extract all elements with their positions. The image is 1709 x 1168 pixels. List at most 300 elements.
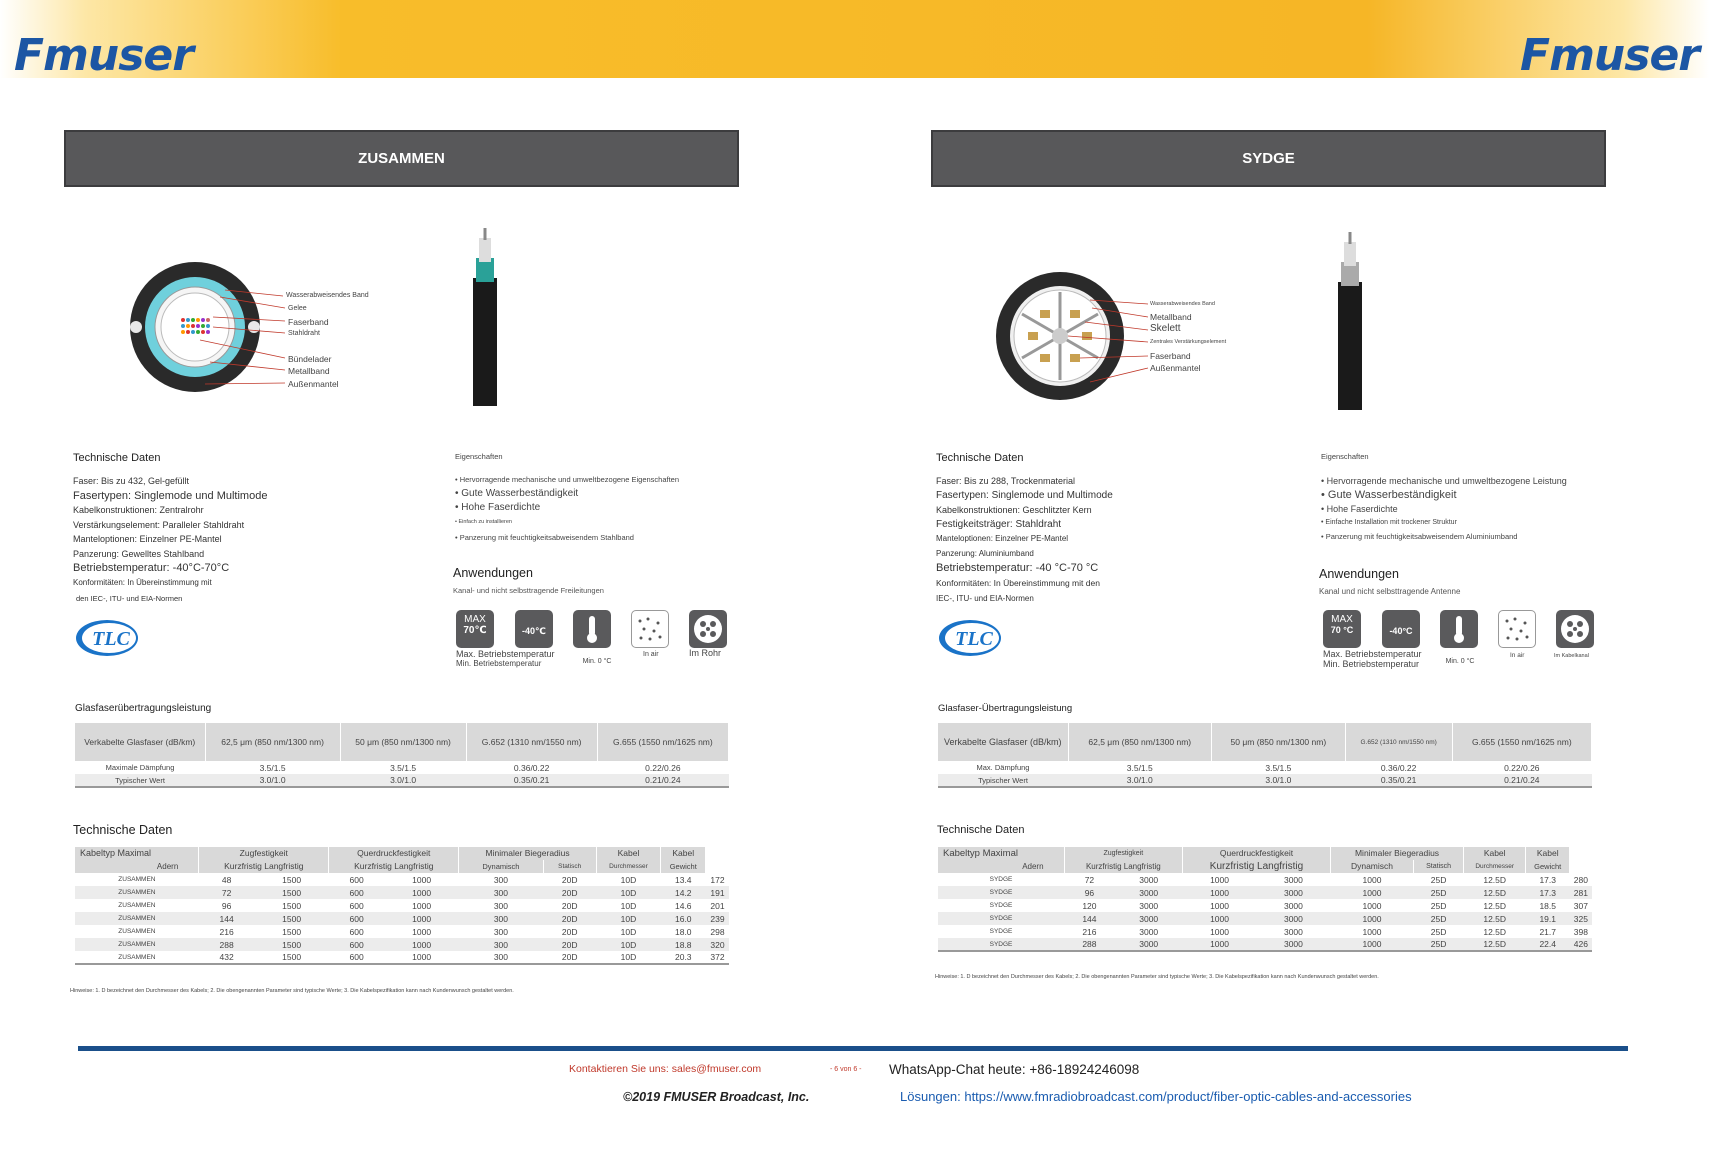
td-h: Adern [938,860,1064,873]
td-h: Kabeltyp Maximal [75,847,199,860]
cable-side-illustration [465,228,505,408]
table-cell: 1500 [282,900,302,911]
table-cell: 3000 [1256,912,1330,925]
label-central-strength: Zentrales Verstärkungselement [1150,339,1227,345]
gf-cell: Typischer Wert [938,774,1068,787]
table-cell: 1000 [384,938,458,951]
table-cell: SYDGE [989,928,1013,935]
table-cell: 14.6 [674,900,692,911]
td-title: Technische Daten [73,823,173,837]
table-cell: 1000 [1210,926,1229,937]
product-title-bar: SYDGE [931,130,1606,187]
table-row [938,873,1592,886]
table-cell: 96 [221,900,232,911]
table-cell: 21.7 [1539,926,1556,937]
table-cell: 1000 [1362,926,1382,937]
table-cell: 1000 [1183,938,1257,951]
table-cell: 12.5D [1464,886,1526,899]
right-product-panel [860,0,1700,1000]
icon-label-air: In air [1510,652,1525,659]
table-cell: 20D [543,886,596,899]
table-cell: 10D [596,938,660,951]
spec-item: Verstärkungselement: Paralleler Stahldraht [73,519,245,530]
table-cell: 1000 [1183,886,1257,899]
table-cell: 12.5D [1483,900,1507,911]
table-cell: 17.3 [1526,886,1570,899]
spec-item: Faser: Bis zu 432, Gel-gefüllt [73,476,190,486]
table-cell: 10D [596,951,660,964]
table-cell: ZUSAMMEN [75,886,199,899]
fiber-bundle-shape [180,317,210,337]
td-h: Dynamisch [459,860,543,873]
table-cell: 281 [1570,886,1592,899]
td-h: Kabeltyp Maximal [938,847,1064,860]
gf-cell: 3.0/1.0 [1068,774,1212,787]
gf-title: Glasfaserübertragungsleistung [75,703,212,714]
spec-item: Faser: Bis zu 288, Trockenmaterial [936,476,1076,486]
table-cell: 191 [706,886,729,899]
table-cell: ZUSAMMEN [75,938,199,951]
table-cell: 1000 [384,912,458,925]
gf-cell: 0.35/0.21 [466,774,597,787]
table-cell: 72 [199,886,255,899]
table-cell: 1000 [1362,874,1382,885]
technical-data-table [75,847,729,965]
table-cell: 144 [1064,912,1115,925]
td-h: Gewicht [1526,860,1570,873]
tech-data-title: Technische Daten [936,452,1024,464]
table-cell: 300 [459,951,543,964]
table-cell: 12.5D [1483,926,1507,937]
table-cell: 600 [329,912,385,925]
td-h: Zugfestigkeit [1064,847,1183,860]
table-row [75,873,729,886]
table-cell: 1000 [1330,938,1413,951]
table-cell: SYDGE [938,886,1064,899]
min-temp-icon: -40℃ [515,610,553,648]
icon-label-air: In air [643,651,659,658]
table-cell: 20D [543,912,596,925]
max-temp-icon: MAX 70℃ [456,610,494,648]
table-cell: 398 [1573,926,1588,937]
gf-header: G.652 (1310 nm/1550 nm) [1345,723,1452,761]
spec-item: Betriebstemperatur: -40 °C-70 °C [936,562,1099,574]
table-cell: 10D [596,912,660,925]
table-cell: 3000 [1256,886,1330,899]
gf-header: Verkabelte Glasfaser (dB/km) [938,723,1068,761]
td-h: Kurzfristig Langfristig [1183,860,1331,873]
td-h: Querdruckfestigkeit [329,847,459,860]
eig-item: • Hohe Faserdichte [1321,504,1398,514]
eig-item: • Gute Wasserbeständigkeit [1321,489,1457,501]
table-cell: 17.3 [1539,874,1556,885]
td-h: Kurzfristig Langfristig [329,860,459,873]
in-air-icon [631,610,669,648]
label-outer-sheath: Außenmantel [1150,363,1201,373]
table-cell: 300 [459,912,543,925]
table-row [938,899,1592,912]
td-h: Durchmesser [1464,860,1526,873]
td-h: Durchmesser [596,860,660,873]
table-cell: 20.3 [661,951,706,964]
table-cell: 12.5D [1483,874,1507,885]
table-cell: 600 [329,886,385,899]
tlc-certification-logo [938,618,1002,658]
table-cell: 3000 [1139,874,1159,885]
gf-cell: 0.21/0.24 [597,774,728,787]
fmuser-logo-right[interactable]: Fmuser [1520,30,1699,81]
table-cell: 300 [493,900,508,911]
table-cell: 325 [1570,912,1592,925]
spec-item: Kabelkonstruktionen: Geschlitzter Kern [936,505,1092,515]
footer-page-number: - 6 von 6 - [830,1066,862,1073]
table-cell: 3000 [1256,938,1330,951]
footer-solutions [900,1089,1412,1104]
table-cell: 18.0 [674,926,692,937]
label-water-tape: Wasserabweisendes Band [1150,301,1215,307]
table-cell: 10D [620,900,637,911]
gf-cell: 0.36/0.22 [513,762,550,773]
table-cell: 20D [543,938,596,951]
table-cell: ZUSAMMEN [118,928,156,935]
table-cell: 19.1 [1526,912,1570,925]
eig-item: • Einfache Installation mit trockener Struktur [1321,519,1457,526]
label-fiber-tape: Faserband [288,317,329,327]
table-cell: 144 [199,912,255,925]
gf-header: Verkabelte Glasfaser (dB/km) [75,723,205,761]
table-cell: 96 [1064,886,1115,899]
eig-item: • Panzerung mit feuchtigkeitsabweisendem Aluminiumband [1321,532,1518,541]
table-cell: 13.4 [674,874,692,885]
svg-text:TLC: TLC [955,628,993,650]
tlc-certification-logo [75,618,139,658]
table-cell: SYDGE [989,902,1013,909]
table-cell: 16.0 [661,912,706,925]
td-h: Gewicht [661,860,706,873]
table-row [75,938,729,951]
eig-title: Eigenschaften [1321,452,1369,461]
anwendungen-text: Kanal- und nicht selbsttragende Freileitungen [453,586,604,595]
label-skeleton: Skelett [1150,323,1181,334]
table-cell: 600 [329,951,385,964]
in-air-icon [1498,610,1536,648]
gf-header: G.655 (1550 nm/1625 nm) [1452,723,1591,761]
td-h: Dynamisch [1330,860,1413,873]
table-cell: 216 [1082,926,1097,937]
eig-item: • Hervorragende mechanische und umweltbezogene Eigenschaften [455,475,680,484]
spec-item: den IEC-, ITU- und EIA-Normen [76,594,183,603]
cable-side-illustration [1330,232,1370,412]
table-cell: 3000 [1115,938,1183,951]
eig-item: • Hohe Faserdichte [455,502,541,513]
spec-item: Fasertypen: Singlemode und Multimode [936,489,1113,501]
gf-cell: 3.5/1.5 [1265,762,1292,773]
label-fiber-tape: Faserband [1150,351,1191,361]
table-cell: ZUSAMMEN [118,876,156,883]
table-cell: 1500 [282,926,302,937]
table-cell: 1500 [254,951,328,964]
spec-item: Betriebstemperatur: -40°C-70°C [73,562,230,574]
label-outer-sheath: Außenmantel [288,379,339,389]
table-cell: 3000 [1283,926,1303,937]
td-h: Minimaler Biegeradius [1330,847,1463,860]
gf-cell: 3.0/1.0 [1212,774,1346,787]
table-cell: 18.5 [1539,900,1556,911]
td-h: Kabel [1464,847,1526,860]
gf-cell: 3.0/1.0 [205,774,340,787]
table-cell: 1000 [1330,912,1413,925]
table-cell: 1000 [1330,886,1413,899]
fiber-performance-table [938,723,1592,788]
table-row [75,899,729,912]
gf-cell: 0.36/0.22 [1380,762,1417,773]
gf-title: Glasfaser-Übertragungsleistung [938,703,1073,714]
table-cell: 10D [620,874,637,885]
eig-item: • Hervorragende mechanische und umweltbezogene Leistung [1321,476,1567,486]
table-cell: 432 [199,951,255,964]
icon-label-maxmin: Max. Betriebstemperatur Min. Betriebstemperatur [456,649,555,668]
eig-item: • Panzerung mit feuchtigkeitsabweisendem Stahlband [455,533,634,542]
table-row [938,912,1592,925]
td-h: Querdruckfestigkeit [1183,847,1331,860]
table-cell: 288 [199,938,255,951]
cable-cross-section-diagram [125,262,395,392]
table-cell: 1000 [384,951,458,964]
gf-header: G.655 (1550 nm/1625 nm) [597,723,728,761]
table-cell: 25D [1430,926,1447,937]
min-temp-icon: -40°C [1382,610,1420,648]
gf-cell: Max. Dämpfung [976,763,1030,772]
table-cell: 307 [1573,900,1588,911]
spec-item: Panzerung: Aluminiumband [936,548,1034,558]
table-cell: 1000 [412,926,432,937]
icon-label-thermo: Min. 0 °C [1445,658,1475,665]
table-cell: 1000 [1210,900,1229,911]
table-cell: 3000 [1115,912,1183,925]
gf-header: 62,5 μm (850 nm/1300 nm) [1068,723,1212,761]
table-cell: 600 [349,926,364,937]
spec-item: Manteloptionen: Einzelner PE-Mantel [936,534,1069,543]
anwendungen-text: Kanal und nicht selbsttragende Antenne [1319,587,1461,596]
table-cell: 300 [459,886,543,899]
technical-data-table [938,847,1592,952]
table-cell: 3000 [1283,900,1303,911]
table-cell: 426 [1570,938,1592,951]
td-h: Kurzfristig Langfristig [1064,860,1183,873]
table-cell: SYDGE [989,876,1013,883]
table-cell: 10D [596,886,660,899]
table-cell: 372 [706,951,729,964]
table-cell: 1000 [1362,900,1382,911]
table-row [938,886,1592,899]
table-cell: 600 [329,938,385,951]
td-h: Kurzfristig Langfristig [199,860,329,873]
table-cell: SYDGE [938,912,1064,925]
table-cell: 216 [219,926,234,937]
table-cell: 1500 [282,874,302,885]
eig-list [1321,474,1567,544]
spec-item: Konformitäten: In Übereinstimmung mit den [936,577,1100,588]
table-cell: 10D [620,926,637,937]
table-cell: 22.4 [1526,938,1570,951]
table-note: Hinweise: 1. D bezeichnet den Durchmesser des Kabels; 2. Die obengenannten Parameter sind typische Werte; 3. Die Kabelspezifikation kann nach Kundenwunsch gestaltet werden. [935,974,1379,980]
spec-item: Fasertypen: Singlemode und Multimode [73,489,268,502]
gf-cell: 0.22/0.26 [1504,762,1540,773]
table-row [75,951,729,964]
spec-item: Festigkeitsträger: Stahldraht [936,518,1062,530]
table-cell: 300 [493,926,508,937]
gf-cell: 0.35/0.21 [1345,774,1452,787]
table-cell: 14.2 [661,886,706,899]
thermometer-icon [1440,610,1478,648]
spec-list [936,474,1113,607]
table-note: Hinweise: 1. D bezeichnet den Durchmesser des Kabels; 2. Die obengenannten Parameter sind typische Werte; 3. Die Kabelspezifikation kann nach Kundenwunsch gestaltet werden. [70,988,514,994]
table-cell: 300 [493,874,508,885]
footer-copyright: ©2019 FMUSER Broadcast, Inc. [623,1090,810,1104]
td-h: Statisch [1414,860,1464,873]
gf-cell: 3.0/1.0 [340,774,466,787]
table-cell: 20D [561,900,578,911]
icon-label-maxmin: Max. Betriebstemperatur Min. Betriebstemperatur [1323,649,1422,669]
table-cell: 20D [561,874,578,885]
gf-header: 62,5 μm (850 nm/1300 nm) [205,723,340,761]
anwendungen-title: Anwendungen [1319,567,1399,581]
table-cell: 120 [1082,900,1097,911]
table-row [75,886,729,899]
td-h: Statisch [543,860,596,873]
spec-item: Panzerung: Gewelltes Stahlband [73,548,205,559]
max-temp-icon: MAX 70 °C [1323,610,1361,648]
gf-cell: 0.22/0.26 [645,762,681,773]
gf-header: G.652 (1310 nm/1550 nm) [466,723,597,761]
table-row [938,938,1592,951]
table-cell: 172 [710,874,725,885]
table-cell: 25D [1414,938,1464,951]
conduit-icon [689,610,727,648]
table-cell: ZUSAMMEN [118,902,156,909]
cable-duct-icon [1556,610,1594,648]
td-h: Kabel [661,847,706,860]
label-metal-tape: Metallband [288,366,330,376]
icon-label-thermo: Min. 0 °C [582,658,612,665]
spec-item: Manteloptionen: Einzelner PE-Mantel [73,534,222,544]
table-cell: ZUSAMMEN [75,912,199,925]
footer-whatsapp[interactable]: WhatsApp-Chat heute: +86-18924246098 [889,1062,1140,1077]
td-h: Adern [75,860,199,873]
td-h: Kabel [596,847,660,860]
td-h: Kabel [1526,847,1570,860]
spec-item: Konformitäten: In Übereinstimmung mit [73,577,212,587]
table-cell: 1000 [384,886,458,899]
gf-header: 50 μm (850 nm/1300 nm) [340,723,466,761]
footer-contact-link[interactable]: Kontaktieren Sie uns: sales@fmuser.com [569,1063,762,1075]
anwendungen-title: Anwendungen [453,566,533,580]
gf-cell: 3.5/1.5 [390,762,417,773]
left-product-panel [0,0,840,1000]
table-cell: 12.5D [1464,938,1526,951]
icon-label-duct: Im Kabelkanal [1554,653,1589,659]
table-cell: 600 [349,874,364,885]
footer-solutions-link[interactable]: https://www.fmradiobroadcast.com/product/fiber-optic-cables-and-accessories [964,1089,1412,1104]
table-cell: 201 [710,900,725,911]
gf-cell: Maximale Dämpfung [105,763,175,772]
thermometer-icon [573,610,611,648]
table-cell: 1500 [254,886,328,899]
eig-list [455,473,679,545]
table-cell: 1000 [412,874,432,885]
label-steel-wire: Stahldraht [288,330,320,337]
table-row [938,925,1592,938]
table-cell: 3000 [1139,926,1159,937]
table-cell: 20D [561,926,578,937]
table-cell: 280 [1573,874,1588,885]
table-cell: SYDGE [938,938,1064,951]
table-cell: 239 [706,912,729,925]
table-cell: 3000 [1139,900,1159,911]
table-cell: 25D [1430,900,1447,911]
table-cell: 72 [1084,874,1095,885]
eig-item: • Einfach zu installieren [455,519,512,525]
table-cell: 25D [1414,912,1464,925]
td-h: Zugfestigkeit [199,847,329,860]
svg-text:TLC: TLC [92,628,130,650]
table-cell: 600 [349,900,364,911]
table-cell: 20D [543,951,596,964]
fiber-performance-table [75,723,729,788]
gf-cell: Typischer Wert [75,774,205,787]
table-cell: 48 [221,874,232,885]
product-title-bar: ZUSAMMEN [64,130,739,187]
table-cell: 25D [1430,874,1447,885]
label-gel: Gelee [288,305,307,312]
table-cell: 1000 [412,900,432,911]
gf-header: 50 μm (850 nm/1300 nm) [1212,723,1346,761]
spec-item: Kabelkonstruktionen: Zentralrohr [73,505,204,515]
fmuser-logo-left[interactable]: Fmuser [14,30,193,81]
footer-divider [78,1046,1628,1051]
table-cell: 320 [706,938,729,951]
eig-item: • Gute Wasserbeständigkeit [455,488,579,499]
table-cell: 300 [459,938,543,951]
icon-label-rohr: Im Rohr [689,648,722,658]
td-h: Minimaler Biegeradius [459,847,597,860]
gf-cell: 3.5/1.5 [259,762,286,773]
label-metal-tape: Metallband [1150,312,1192,322]
label-bundle: Bündelader [288,354,332,364]
gf-cell: 0.21/0.24 [1452,774,1591,787]
table-cell: 298 [710,926,725,937]
table-cell: 25D [1414,886,1464,899]
table-cell: ZUSAMMEN [75,951,199,964]
table-cell: 1500 [254,938,328,951]
table-cell: 1000 [1210,874,1229,885]
footer-solutions-label: Lösungen: [900,1089,965,1104]
table-cell: 288 [1064,938,1115,951]
eig-title: Eigenschaften [455,452,503,461]
spec-item: IEC-, ITU- und EIA-Normen [936,594,1034,603]
label-water-tape: Wasserabweisendes Band [286,292,369,299]
table-cell: 18.8 [661,938,706,951]
td-title: Technische Daten [937,824,1025,836]
table-cell: 1000 [1183,912,1257,925]
spec-list [73,474,267,607]
table-cell: 12.5D [1464,912,1526,925]
table-cell: 3000 [1115,886,1183,899]
tech-data-title: Technische Daten [73,452,161,464]
gf-cell: 3.5/1.5 [1126,762,1153,773]
table-cell: 1500 [254,912,328,925]
table-row [75,925,729,938]
